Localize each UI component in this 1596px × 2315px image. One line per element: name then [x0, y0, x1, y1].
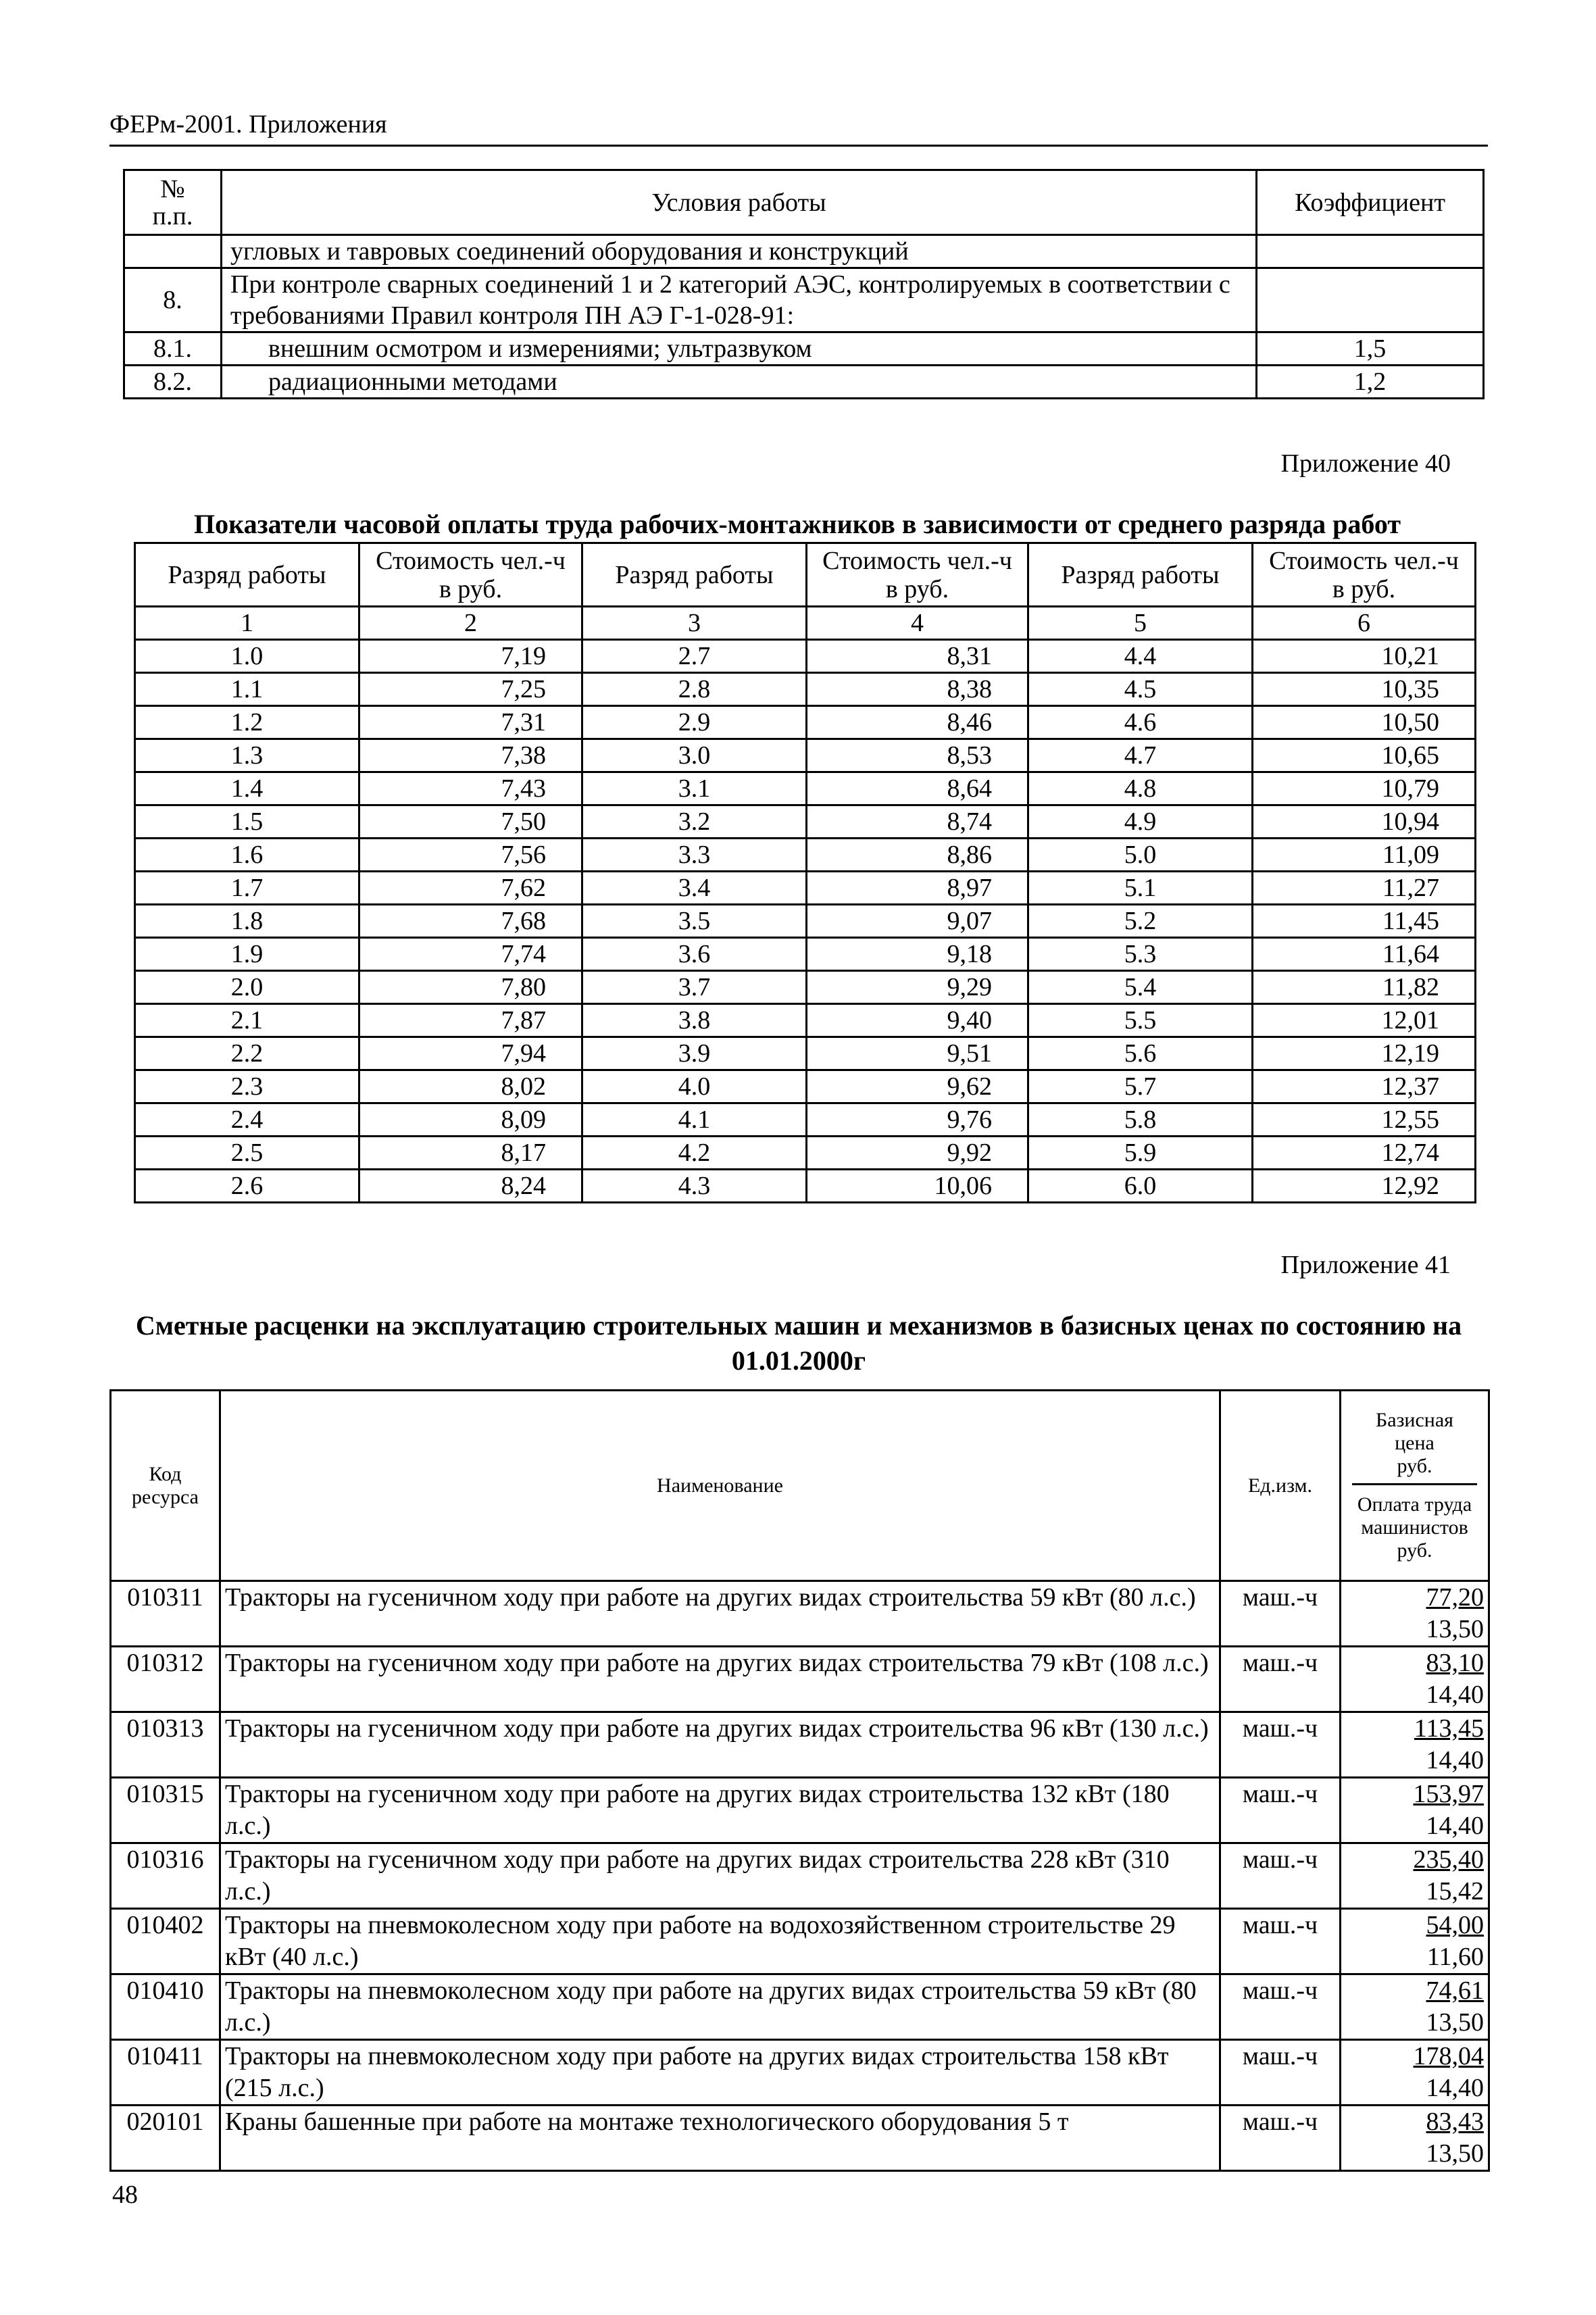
- col-header-cost: Стоимость чел.-ч в руб.: [359, 543, 582, 607]
- cell-grade: 1.5: [135, 805, 359, 839]
- cell-grade: 2.7: [582, 640, 807, 673]
- cell-grade: 2.4: [135, 1103, 359, 1137]
- cell-grade: 4.7: [1028, 739, 1253, 772]
- col-header-cost: Стоимость чел.-ч в руб.: [1253, 543, 1476, 607]
- cell-name: Тракторы на гусеничном ходу при работе на других видах строительства 132 кВт (180 л.с.): [220, 1778, 1220, 1843]
- cell-grade: 5.4: [1028, 971, 1253, 1004]
- cell-grade: 1.8: [135, 905, 359, 938]
- cell-grade: 3.4: [582, 872, 807, 905]
- cell-resource-code: 010411: [111, 2040, 220, 2106]
- cell-cost: 7,74: [359, 938, 582, 971]
- cell-grade: 2.3: [135, 1070, 359, 1103]
- cell-grade: 5.6: [1028, 1037, 1253, 1070]
- col-number: 4: [807, 607, 1028, 640]
- cell-grade: 3.1: [582, 772, 807, 805]
- cell-name: Тракторы на гусеничном ходу при работе на других видах строительства 228 кВт (310 л.с.): [220, 1843, 1220, 1909]
- table-row: [135, 938, 1476, 971]
- cell-cost: 11,27: [1253, 872, 1476, 905]
- table-row: [135, 1037, 1476, 1070]
- cell-cost: 7,62: [359, 872, 582, 905]
- col-header-base-price: Базисная цена руб.: [1376, 1409, 1453, 1477]
- cell-cost: 9,40: [807, 1004, 1028, 1037]
- table-row: [135, 1103, 1476, 1137]
- cell-cost: 9,62: [807, 1070, 1028, 1103]
- cell-grade: 2.5: [135, 1137, 359, 1170]
- cell-grade: 1.2: [135, 706, 359, 739]
- cell-cost: 7,94: [359, 1037, 582, 1070]
- cell-operator-wage: 11,60: [1426, 1943, 1484, 1971]
- table-row: [111, 1647, 1489, 1712]
- cell-cost: 11,45: [1253, 905, 1476, 938]
- cell-cost: 11,64: [1253, 938, 1476, 971]
- appendix-41-label: Приложение 41: [1280, 1251, 1451, 1279]
- cell-operator-wage: 13,50: [1426, 2008, 1484, 2037]
- cell-grade: 5.1: [1028, 872, 1253, 905]
- cell-prices: [1341, 1909, 1489, 1974]
- cell-grade: 1.0: [135, 640, 359, 673]
- table-row: [135, 971, 1476, 1004]
- cell-grade: 5.2: [1028, 905, 1253, 938]
- table-row: [124, 366, 1484, 399]
- cell-grade: 4.5: [1028, 673, 1253, 706]
- table-row: [135, 1137, 1476, 1170]
- table-row: [135, 905, 1476, 938]
- cell-cost: 8,09: [359, 1103, 582, 1137]
- machine-rates-table: [109, 1389, 1490, 2172]
- row-num: [124, 235, 222, 268]
- cell-unit: маш.-ч: [1220, 2040, 1341, 2106]
- cell-cost: 8,74: [807, 805, 1028, 839]
- cell-base-price: 178,04: [1413, 2042, 1484, 2070]
- cell-resource-code: 010316: [111, 1843, 220, 1909]
- cell-base-price: 54,00: [1426, 1911, 1484, 1939]
- cell-operator-wage: 13,50: [1426, 2139, 1484, 2168]
- table-row: [111, 2106, 1489, 2171]
- cell-cost: 9,18: [807, 938, 1028, 971]
- cell-unit: маш.-ч: [1220, 1581, 1341, 1647]
- col-header-grade: Разряд работы: [135, 543, 359, 607]
- cell-cost: 11,09: [1253, 839, 1476, 872]
- cell-operator-wage: 13,50: [1426, 1615, 1484, 1643]
- cell-grade: 4.9: [1028, 805, 1253, 839]
- cell-grade: 1.9: [135, 938, 359, 971]
- cell-grade: 5.0: [1028, 839, 1253, 872]
- col-header-unit: Ед.изм.: [1220, 1391, 1341, 1581]
- cell-operator-wage: 14,40: [1426, 1746, 1484, 1774]
- cell-cost: 10,94: [1253, 805, 1476, 839]
- cell-base-price: 113,45: [1414, 1714, 1484, 1743]
- col-number: 5: [1028, 607, 1253, 640]
- cell-grade: 1.4: [135, 772, 359, 805]
- cell-cost: 7,31: [359, 706, 582, 739]
- cell-cost: 9,51: [807, 1037, 1028, 1070]
- row-num: 8.2.: [124, 366, 222, 399]
- table-row: [124, 332, 1484, 366]
- cell-cost: 12,74: [1253, 1137, 1476, 1170]
- table-row: [135, 1170, 1476, 1203]
- cell-grade: 5.9: [1028, 1137, 1253, 1170]
- row-condition: При контроле сварных соединений 1 и 2 категорий АЭС, контролируемых в соответствии с требованиями Правил контроля ПН АЭ Г-1-028-91:: [222, 268, 1257, 332]
- table-row: [135, 1004, 1476, 1037]
- cell-base-price: 83,43: [1426, 2108, 1484, 2136]
- cell-resource-code: 020101: [111, 2106, 220, 2171]
- row-condition: угловых и тавровых соединений оборудования и конструкций: [222, 235, 1257, 268]
- cell-grade: 3.9: [582, 1037, 807, 1070]
- cell-cost: 12,19: [1253, 1037, 1476, 1070]
- cell-resource-code: 010402: [111, 1909, 220, 1974]
- cell-base-price: 153,97: [1413, 1780, 1484, 1808]
- cell-cost: 7,80: [359, 971, 582, 1004]
- cell-prices: [1341, 2040, 1489, 2106]
- table-row: [135, 706, 1476, 739]
- cell-unit: маш.-ч: [1220, 1712, 1341, 1778]
- cell-unit: маш.-ч: [1220, 2106, 1341, 2171]
- cell-cost: 8,86: [807, 839, 1028, 872]
- table2-title: Показатели часовой оплаты труда рабочих-монтажников в зависимости от среднего разряда работ: [194, 509, 1401, 539]
- table-row: [135, 640, 1476, 673]
- col-header-code: Код ресурса: [111, 1391, 220, 1581]
- cell-grade: 4.8: [1028, 772, 1253, 805]
- cell-cost: 7,87: [359, 1004, 582, 1037]
- cell-name: Тракторы на пневмоколесном ходу при работе на водохозяйственном строительстве 29 кВт (40 л.с.): [220, 1909, 1220, 1974]
- cell-unit: маш.-ч: [1220, 1647, 1341, 1712]
- cell-cost: 10,50: [1253, 706, 1476, 739]
- cell-cost: 8,17: [359, 1137, 582, 1170]
- cell-unit: маш.-ч: [1220, 1974, 1341, 2040]
- cell-cost: 12,37: [1253, 1070, 1476, 1103]
- cell-grade: 2.0: [135, 971, 359, 1004]
- table-row: [135, 805, 1476, 839]
- cell-cost: 12,01: [1253, 1004, 1476, 1037]
- cell-operator-wage: 14,40: [1426, 1681, 1484, 1709]
- cell-cost: 8,46: [807, 706, 1028, 739]
- table-row: [135, 839, 1476, 872]
- row-num: 8.1.: [124, 332, 222, 366]
- table-row: [135, 1070, 1476, 1103]
- cell-base-price: 83,10: [1426, 1649, 1484, 1677]
- col-header-grade: Разряд работы: [582, 543, 807, 607]
- cell-prices: [1341, 1581, 1489, 1647]
- cell-cost: 9,76: [807, 1103, 1028, 1137]
- cell-grade: 3.3: [582, 839, 807, 872]
- hourly-wage-table: [134, 542, 1476, 1203]
- cell-name: Тракторы на пневмоколесном ходу при работе на других видах строительства 59 кВт (80 л.с.): [220, 1974, 1220, 2040]
- cell-grade: 1.3: [135, 739, 359, 772]
- cell-cost: 8,64: [807, 772, 1028, 805]
- cell-resource-code: 010311: [111, 1581, 220, 1647]
- cell-prices: [1341, 1974, 1489, 2040]
- cell-cost: 10,06: [807, 1170, 1028, 1203]
- cell-grade: 4.1: [582, 1103, 807, 1137]
- cell-cost: 10,79: [1253, 772, 1476, 805]
- cell-cost: 10,35: [1253, 673, 1476, 706]
- cell-grade: 3.5: [582, 905, 807, 938]
- cell-name: Тракторы на пневмоколесном ходу при работе на других видах строительства 158 кВт (215 л.с.): [220, 2040, 1220, 2106]
- cell-cost: 7,68: [359, 905, 582, 938]
- cell-grade: 5.3: [1028, 938, 1253, 971]
- cell-cost: 10,21: [1253, 640, 1476, 673]
- col-header-grade: Разряд работы: [1028, 543, 1253, 607]
- col-number: 3: [582, 607, 807, 640]
- table-row: [111, 1843, 1489, 1909]
- cell-grade: 2.2: [135, 1037, 359, 1070]
- cell-cost: 9,92: [807, 1137, 1028, 1170]
- cell-name: Тракторы на гусеничном ходу при работе на других видах строительства 96 кВт (130 л.с.): [220, 1712, 1220, 1778]
- col-header-price: [1341, 1391, 1489, 1581]
- cell-grade: 1.6: [135, 839, 359, 872]
- table-row: [124, 235, 1484, 268]
- row-coefficient: [1257, 235, 1484, 268]
- cell-grade: 2.1: [135, 1004, 359, 1037]
- table3-title: Сметные расценки на эксплуатацию строительных машин и механизмов в базисных ценах по состоянию на 01.01.2000г: [135, 1310, 1462, 1376]
- col-number: 1: [135, 607, 359, 640]
- cell-grade: 4.0: [582, 1070, 807, 1103]
- appendix-40-label: Приложение 40: [1280, 449, 1451, 478]
- table-row: [135, 673, 1476, 706]
- cell-grade: 5.8: [1028, 1103, 1253, 1137]
- cell-prices: [1341, 1843, 1489, 1909]
- cell-cost: 8,97: [807, 872, 1028, 905]
- cell-grade: 3.7: [582, 971, 807, 1004]
- cell-base-price: 77,20: [1426, 1583, 1484, 1612]
- table-row: [111, 1712, 1489, 1778]
- table-row: [111, 1581, 1489, 1647]
- table-row: [111, 2040, 1489, 2106]
- table-row: [135, 772, 1476, 805]
- cell-base-price: 235,40: [1413, 1845, 1484, 1874]
- running-header: ФЕРм-2001. Приложения: [109, 110, 387, 139]
- cell-cost: 7,38: [359, 739, 582, 772]
- cell-prices: [1341, 1647, 1489, 1712]
- cell-grade: 2.8: [582, 673, 807, 706]
- cell-grade: 4.2: [582, 1137, 807, 1170]
- cell-grade: 4.6: [1028, 706, 1253, 739]
- col-header-cost: Стоимость чел.-ч в руб.: [807, 543, 1028, 607]
- cell-cost: 7,50: [359, 805, 582, 839]
- cell-cost: 10,65: [1253, 739, 1476, 772]
- cell-cost: 8,38: [807, 673, 1028, 706]
- row-coefficient: [1257, 268, 1484, 332]
- work-conditions-table: [123, 169, 1485, 399]
- table-row: [135, 739, 1476, 772]
- cell-grade: 2.9: [582, 706, 807, 739]
- table-row: [111, 1778, 1489, 1843]
- cell-unit: маш.-ч: [1220, 1909, 1341, 1974]
- table-row: [124, 268, 1484, 332]
- cell-cost: 7,56: [359, 839, 582, 872]
- row-coefficient: 1,2: [1257, 366, 1484, 399]
- cell-cost: 8,02: [359, 1070, 582, 1103]
- cell-cost: 12,55: [1253, 1103, 1476, 1137]
- cell-cost: 7,19: [359, 640, 582, 673]
- cell-cost: 8,24: [359, 1170, 582, 1203]
- cell-cost: 12,92: [1253, 1170, 1476, 1203]
- cell-grade: 5.5: [1028, 1004, 1253, 1037]
- cell-resource-code: 010313: [111, 1712, 220, 1778]
- cell-base-price: 74,61: [1426, 1976, 1484, 2005]
- cell-name: Тракторы на гусеничном ходу при работе на других видах строительства 59 кВт (80 л.с.): [220, 1581, 1220, 1647]
- cell-grade: 3.6: [582, 938, 807, 971]
- cell-grade: 6.0: [1028, 1170, 1253, 1203]
- cell-cost: 9,07: [807, 905, 1028, 938]
- col-header-operator-wage: Оплата труда машинистов руб.: [1352, 1483, 1477, 1562]
- col-header-num: № п.п.: [124, 170, 222, 235]
- row-coefficient: 1,5: [1257, 332, 1484, 366]
- cell-name: Тракторы на гусеничном ходу при работе на других видах строительства 79 кВт (108 л.с.): [220, 1647, 1220, 1712]
- cell-cost: 7,43: [359, 772, 582, 805]
- cell-cost: 11,82: [1253, 971, 1476, 1004]
- row-condition: внешним осмотром и измерениями; ультразвуком: [222, 332, 1257, 366]
- cell-operator-wage: 14,40: [1426, 1812, 1484, 1840]
- cell-grade: 1.7: [135, 872, 359, 905]
- header-rule: [109, 145, 1488, 147]
- col-header-coefficient: Коэффициент: [1257, 170, 1484, 235]
- cell-cost: 8,31: [807, 640, 1028, 673]
- col-header-name: Наименование: [220, 1391, 1220, 1581]
- col-number: 6: [1253, 607, 1476, 640]
- cell-grade: 2.6: [135, 1170, 359, 1203]
- cell-grade: 3.8: [582, 1004, 807, 1037]
- cell-operator-wage: 14,40: [1426, 2074, 1484, 2102]
- row-condition: радиационными методами: [222, 366, 1257, 399]
- cell-grade: 1.1: [135, 673, 359, 706]
- cell-prices: [1341, 1778, 1489, 1843]
- col-number: 2: [359, 607, 582, 640]
- cell-cost: 7,25: [359, 673, 582, 706]
- row-num: 8.: [124, 268, 222, 332]
- cell-grade: 5.7: [1028, 1070, 1253, 1103]
- cell-grade: 4.3: [582, 1170, 807, 1203]
- cell-resource-code: 010410: [111, 1974, 220, 2040]
- cell-grade: 3.0: [582, 739, 807, 772]
- table-row: [111, 1974, 1489, 2040]
- col-header-conditions: Условия работы: [222, 170, 1257, 235]
- cell-cost: 9,29: [807, 971, 1028, 1004]
- cell-resource-code: 010312: [111, 1647, 220, 1712]
- page-number: 48: [112, 2181, 138, 2209]
- cell-resource-code: 010315: [111, 1778, 220, 1843]
- cell-grade: 4.4: [1028, 640, 1253, 673]
- cell-prices: [1341, 2106, 1489, 2171]
- cell-prices: [1341, 1712, 1489, 1778]
- cell-grade: 3.2: [582, 805, 807, 839]
- table-row: [111, 1909, 1489, 1974]
- cell-unit: маш.-ч: [1220, 1843, 1341, 1909]
- cell-cost: 8,53: [807, 739, 1028, 772]
- table-row: [135, 872, 1476, 905]
- cell-name: Краны башенные при работе на монтаже технологического оборудования 5 т: [220, 2106, 1220, 2171]
- cell-operator-wage: 15,42: [1426, 1877, 1484, 1906]
- cell-unit: маш.-ч: [1220, 1778, 1341, 1843]
